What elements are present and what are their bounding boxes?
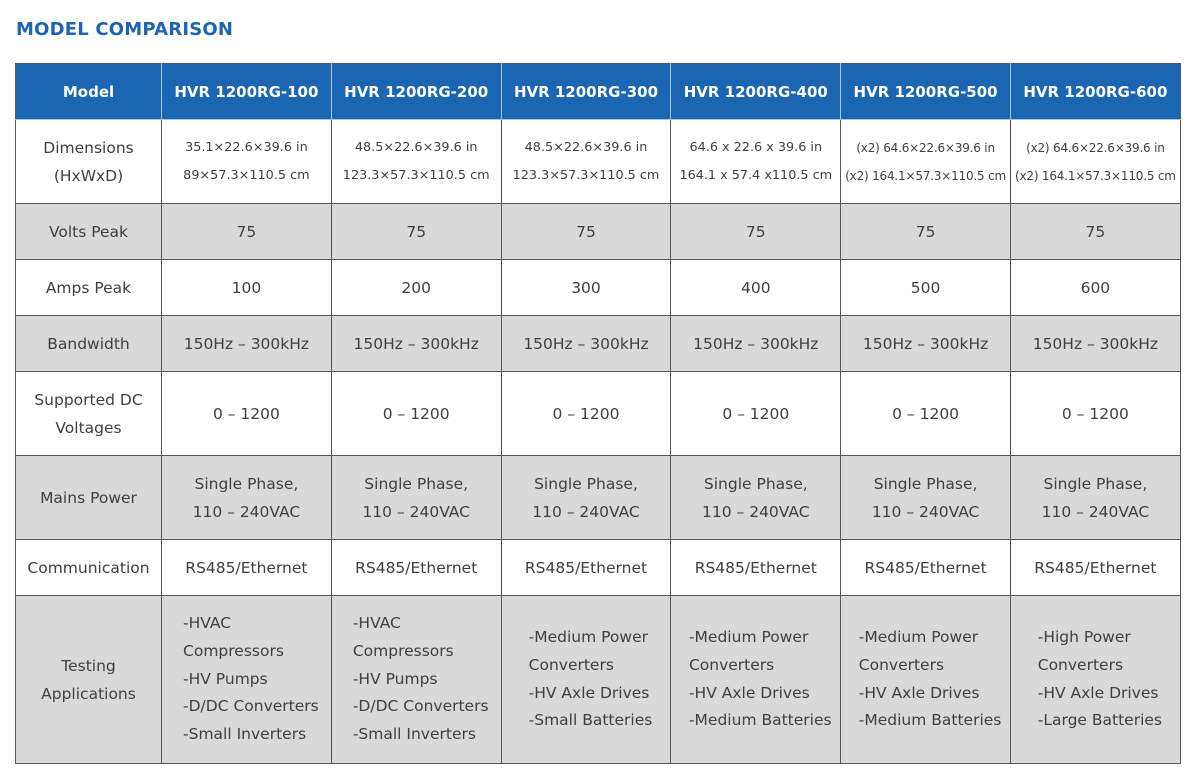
application-item: Converters — [528, 655, 614, 674]
row-label-dimensions — [16, 120, 162, 204]
mains-line: 110 – 240VAC — [1041, 502, 1150, 521]
applications-list — [1029, 624, 1162, 735]
table-cell: 200 — [331, 260, 501, 316]
table-cell — [162, 120, 332, 204]
applications-list — [680, 624, 832, 735]
application-item: -HV Axle Drives — [858, 683, 980, 702]
application-item: Compressors — [352, 641, 454, 660]
application-item: -HV Axle Drives — [1037, 683, 1159, 702]
table-cell — [841, 456, 1011, 540]
row-label-amps-peak: Amps Peak — [16, 260, 162, 316]
application-item: -D/DC Converters — [183, 697, 319, 716]
application-item: -HV Axle Drives — [528, 683, 650, 702]
application-item: -Small Batteries — [528, 711, 653, 730]
dim-in: 48.5×22.6×39.6 in — [354, 139, 478, 155]
row-label-line: Voltages — [55, 418, 122, 437]
table-cell — [671, 120, 841, 204]
dim-in: (x2) 64.6×22.6×39.6 in — [856, 140, 995, 155]
header-model-label: Model — [16, 64, 162, 120]
table-cell — [162, 456, 332, 540]
table-row-testing-applications — [16, 596, 1181, 764]
dim-in: 35.1×22.6×39.6 in — [185, 139, 308, 155]
table-cell: 150Hz – 300kHz — [162, 316, 332, 372]
table-cell — [1010, 120, 1180, 204]
application-item: -Medium Batteries — [858, 711, 1002, 730]
table-cell: 0 – 1200 — [331, 372, 501, 456]
table-cell: 150Hz – 300kHz — [841, 316, 1011, 372]
row-label-bandwidth: Bandwidth — [16, 316, 162, 372]
table-row-dimensions — [16, 120, 1181, 204]
table-cell: 600 — [1010, 260, 1180, 316]
table-cell: 0 – 1200 — [841, 372, 1011, 456]
row-label-mains-power: Mains Power — [16, 456, 162, 540]
table-cell — [501, 596, 671, 764]
table-cell: 0 – 1200 — [162, 372, 332, 456]
table-cell: 75 — [331, 204, 501, 260]
table-cell: RS485/Ethernet — [841, 540, 1011, 596]
dim-cm: 164.1 x 57.4 x110.5 cm — [679, 167, 833, 183]
table-cell — [162, 596, 332, 764]
row-label-testing-applications — [16, 596, 162, 764]
table-row-bandwidth — [16, 316, 1181, 372]
application-item: -Small Inverters — [352, 725, 476, 744]
mains-line: Single Phase, — [1043, 474, 1148, 493]
mains-line: 110 – 240VAC — [362, 502, 470, 521]
table-cell: 0 – 1200 — [501, 372, 671, 456]
table-cell: RS485/Ethernet — [501, 540, 671, 596]
header-model: HVR 1200RG-500 — [841, 64, 1011, 120]
dim-cm: 123.3×57.3×110.5 cm — [342, 167, 490, 183]
table-cell: RS485/Ethernet — [1010, 540, 1180, 596]
table-cell — [1010, 456, 1180, 540]
row-label-line: Dimensions — [43, 138, 134, 157]
application-item: -Medium Power — [688, 627, 809, 646]
table-cell: 75 — [1010, 204, 1180, 260]
table-cell: RS485/Ethernet — [671, 540, 841, 596]
applications-list — [344, 610, 489, 749]
applications-list — [850, 624, 1002, 735]
table-cell — [501, 120, 671, 204]
header-model: HVR 1200RG-300 — [501, 64, 671, 120]
application-item: -High Power — [1037, 627, 1131, 646]
application-item: -Large Batteries — [1037, 711, 1162, 730]
table-cell — [671, 456, 841, 540]
table-row-amps-peak — [16, 260, 1181, 316]
mains-line: 110 – 240VAC — [532, 502, 640, 521]
row-label-line: (HxWxD) — [53, 166, 124, 185]
table-cell: 400 — [671, 260, 841, 316]
application-item: Converters — [688, 655, 775, 674]
application-item: -Small Inverters — [183, 725, 307, 744]
row-label-supported-dc-voltages — [16, 372, 162, 456]
table-row-volts-peak — [16, 204, 1181, 260]
table-cell: 100 — [162, 260, 332, 316]
table-cell: 75 — [162, 204, 332, 260]
table-cell — [331, 120, 501, 204]
table-row-mains-power — [16, 456, 1181, 540]
dim-cm: (x2) 164.1×57.3×110.5 cm — [845, 168, 1006, 183]
model-comparison-table — [15, 63, 1181, 764]
application-item: -Medium Power — [528, 627, 649, 646]
table-header-row — [16, 64, 1181, 120]
row-label-line: Applications — [41, 684, 136, 703]
table-cell: 75 — [841, 204, 1011, 260]
table-cell — [501, 456, 671, 540]
header-model: HVR 1200RG-100 — [162, 64, 332, 120]
application-item: -HV Pumps — [352, 669, 438, 688]
application-item: -Medium Batteries — [688, 711, 832, 730]
table-cell: 150Hz – 300kHz — [331, 316, 501, 372]
mains-line: Single Phase, — [534, 474, 638, 493]
table-cell — [671, 596, 841, 764]
table-cell: RS485/Ethernet — [331, 540, 501, 596]
header-model: HVR 1200RG-400 — [671, 64, 841, 120]
application-item: -HV Axle Drives — [688, 683, 810, 702]
dim-cm: (x2) 164.1×57.3×110.5 cm — [1015, 168, 1176, 183]
row-label-volts-peak: Volts Peak — [16, 204, 162, 260]
table-cell: 0 – 1200 — [671, 372, 841, 456]
table-cell — [841, 120, 1011, 204]
table-cell: 150Hz – 300kHz — [1010, 316, 1180, 372]
row-label-line: Supported DC — [34, 390, 143, 409]
table-cell: 150Hz – 300kHz — [501, 316, 671, 372]
header-model: HVR 1200RG-600 — [1010, 64, 1180, 120]
table-row-communication — [16, 540, 1181, 596]
dim-cm: 123.3×57.3×110.5 cm — [512, 167, 660, 183]
table-cell: 150Hz – 300kHz — [671, 316, 841, 372]
applications-list — [520, 624, 653, 735]
row-label-line: Testing — [61, 656, 116, 675]
mains-line: Single Phase, — [364, 474, 469, 493]
application-item: Compressors — [183, 641, 284, 660]
application-item: -HV Pumps — [183, 669, 268, 688]
dim-in: 64.6 x 22.6 x 39.6 in — [689, 139, 823, 155]
application-item: -D/DC Converters — [352, 697, 489, 716]
table-cell — [841, 596, 1011, 764]
application-item: Converters — [1037, 655, 1124, 674]
application-item: -HVAC — [352, 614, 401, 632]
page-title: MODEL COMPARISON — [16, 19, 234, 40]
table-cell — [331, 596, 501, 764]
table-cell — [1010, 596, 1180, 764]
table-cell: 300 — [501, 260, 671, 316]
table-cell: 75 — [671, 204, 841, 260]
table-cell: 500 — [841, 260, 1011, 316]
mains-line: Single Phase, — [873, 474, 978, 493]
table-cell: 0 – 1200 — [1010, 372, 1180, 456]
table-cell: 75 — [501, 204, 671, 260]
row-label-communication: Communication — [16, 540, 162, 596]
application-item: -Medium Power — [858, 627, 979, 646]
table-cell: RS485/Ethernet — [162, 540, 332, 596]
application-item: Converters — [858, 655, 945, 674]
mains-line: 110 – 240VAC — [192, 502, 301, 521]
dim-in: 48.5×22.6×39.6 in — [524, 139, 648, 155]
mains-line: Single Phase, — [703, 474, 808, 493]
dim-cm: 89×57.3×110.5 cm — [183, 167, 310, 183]
applications-list — [174, 610, 319, 749]
mains-line: 110 – 240VAC — [871, 502, 980, 521]
table-row-supported-dc-voltages — [16, 372, 1181, 456]
table-cell — [331, 456, 501, 540]
header-model: HVR 1200RG-200 — [331, 64, 501, 120]
dim-in: (x2) 64.6×22.6×39.6 in — [1026, 140, 1165, 155]
mains-line: Single Phase, — [194, 474, 299, 493]
application-item: -HVAC — [183, 614, 232, 632]
mains-line: 110 – 240VAC — [702, 502, 810, 521]
